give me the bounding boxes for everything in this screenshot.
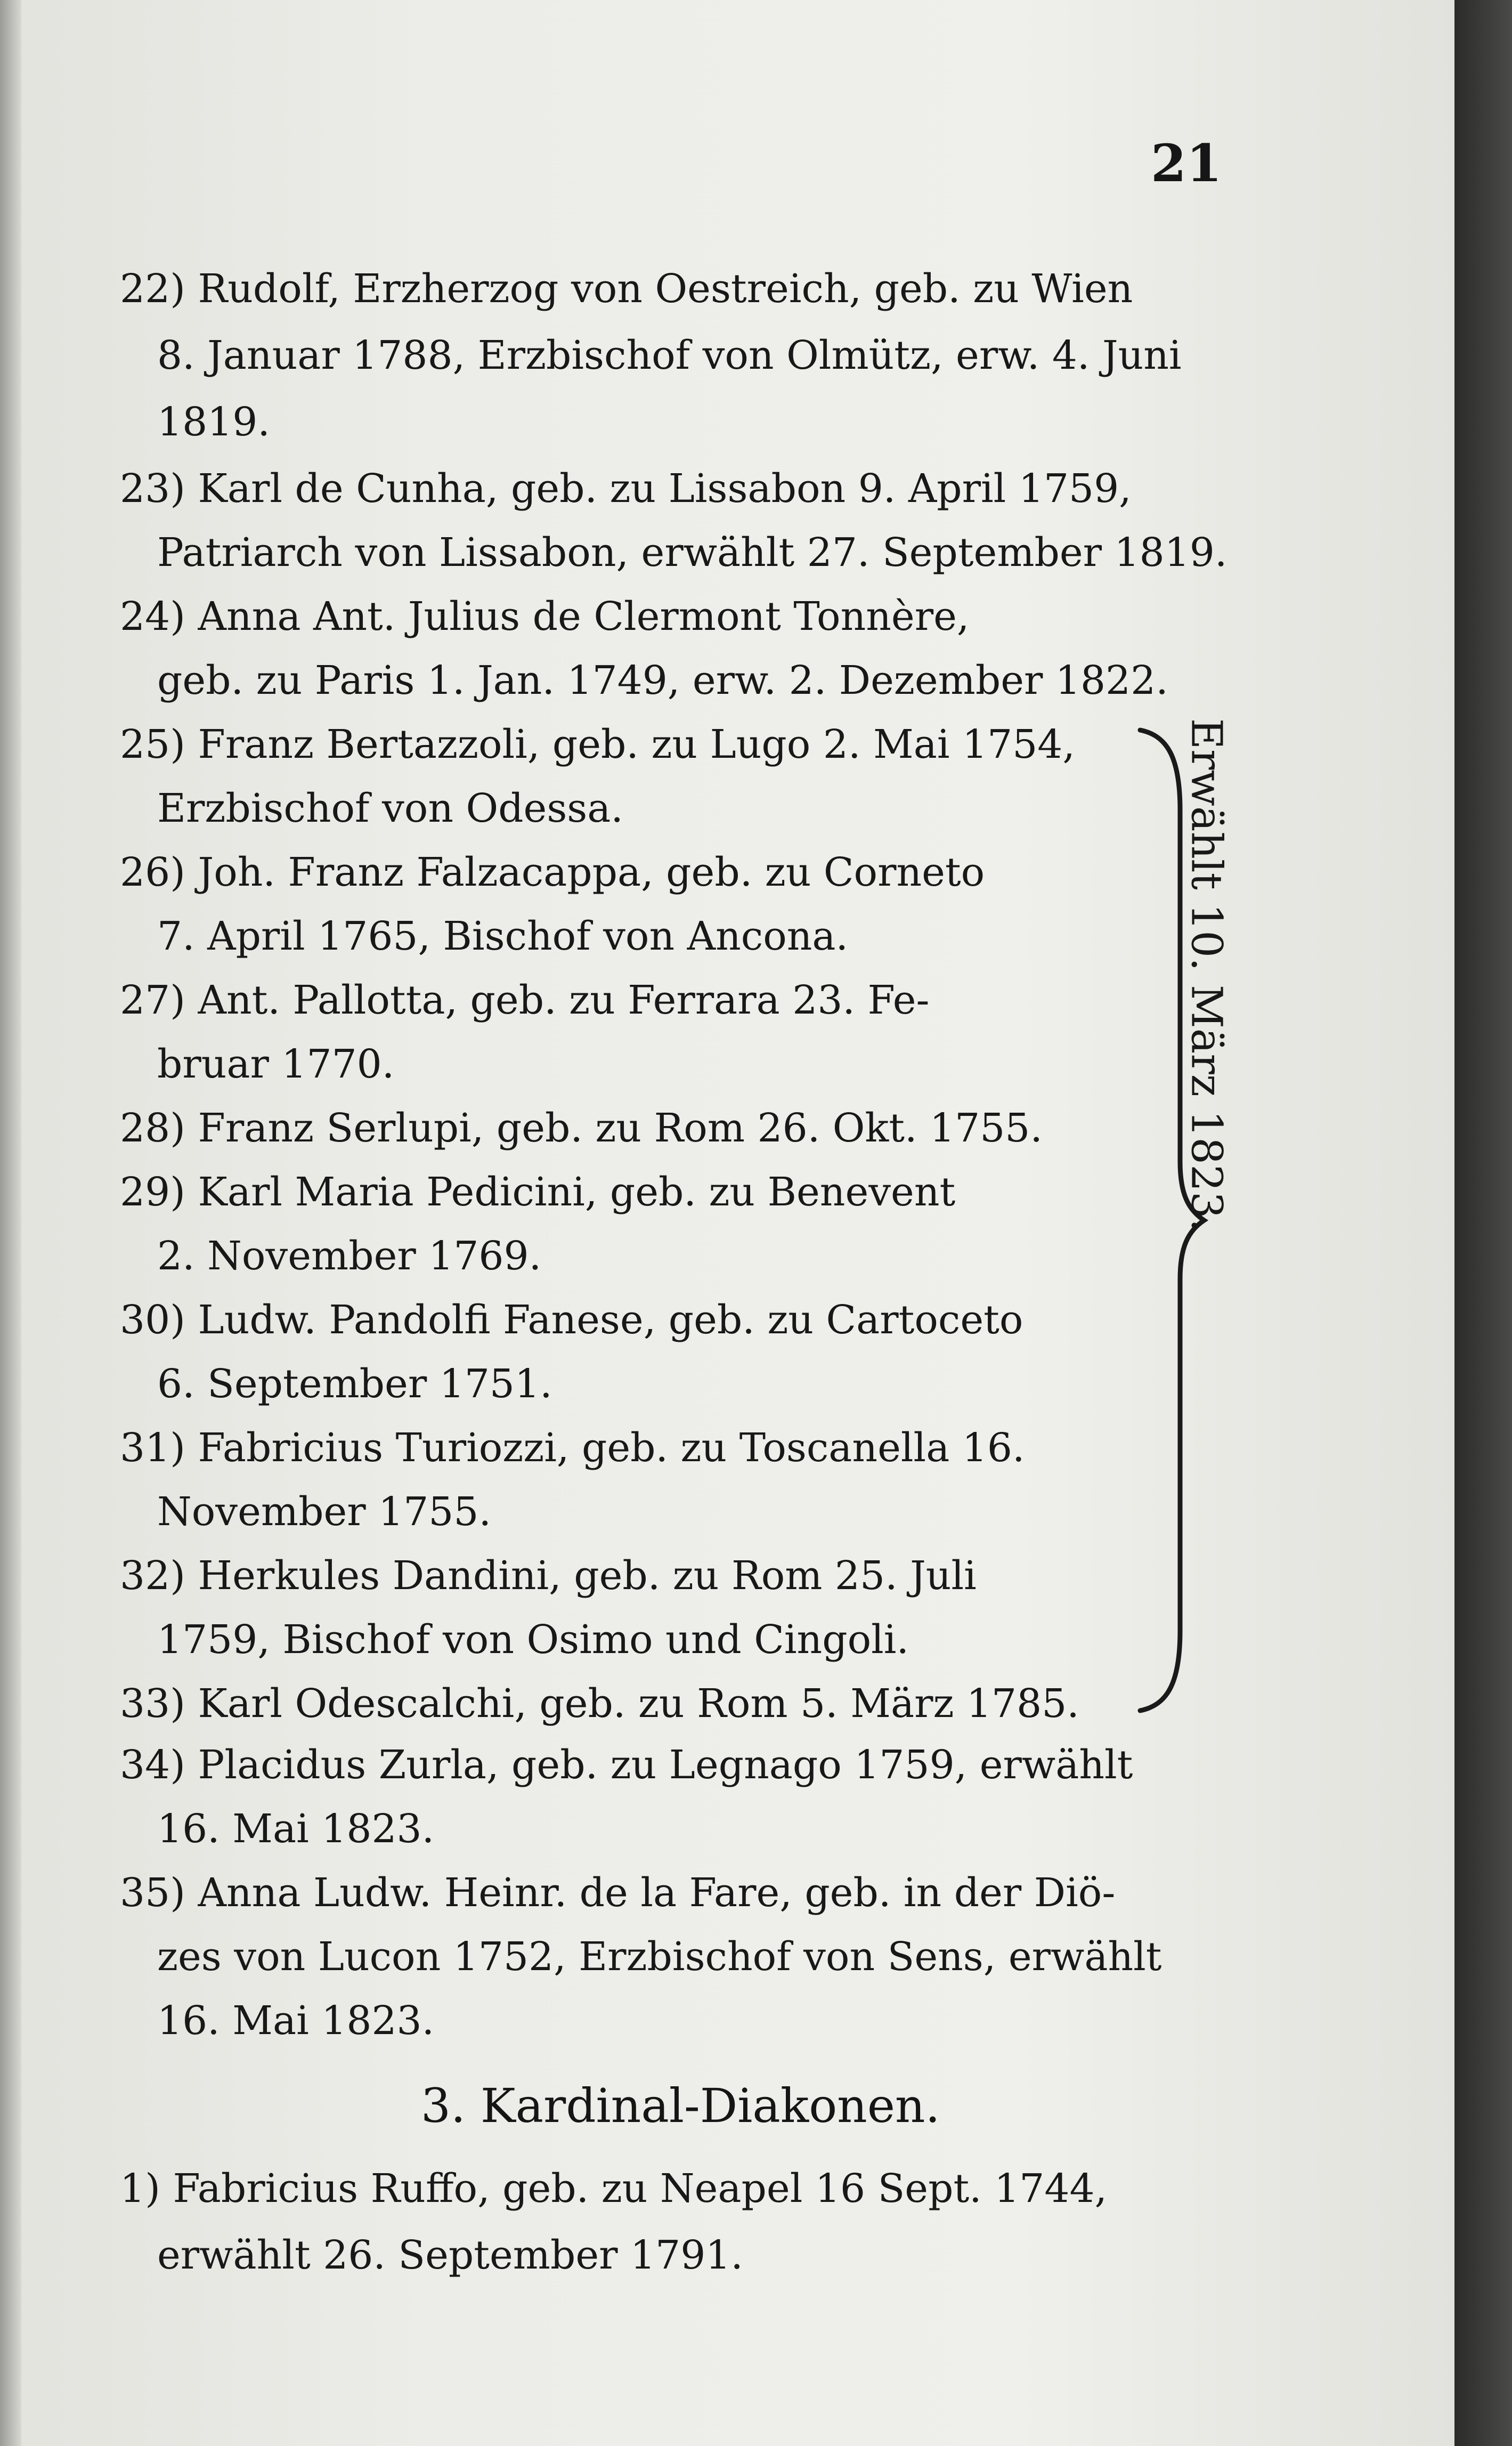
book-edge xyxy=(1454,0,1512,2446)
entry-30-line-1: 30) Ludw. Pandolfi Fanese, geb. zu Cartoceto xyxy=(120,1297,1023,1343)
entry-24-line-2: geb. zu Paris 1. Jan. 1749, erw. 2. Dezember 1822. xyxy=(157,658,1168,703)
entry-35-line-2: zes von Lucon 1752, Erzbischof von Sens, erwählt xyxy=(157,1934,1162,1980)
entry-28-line-1: 28) Franz Serlupi, geb. zu Rom 26. Okt. 1755. xyxy=(120,1105,1043,1151)
section-heading: 3. Kardinal-Diakonen. xyxy=(421,2078,940,2133)
entry-24-line-1: 24) Anna Ant. Julius de Clermont Tonnère, xyxy=(120,594,970,639)
entry-23-line-2: Patriarch von Lissabon, erwählt 27. September 1819. xyxy=(157,530,1228,576)
side-note-text: Erwählt 10. März 1823. xyxy=(1182,718,1232,1233)
deacon-entry-1-line-1: 1) Fabricius Ruffo, geb. zu Neapel 16 Sept. 1744, xyxy=(120,2166,1108,2212)
entry-32-line-1: 32) Herkules Dandini, geb. zu Rom 25. Juli xyxy=(120,1553,977,1599)
entry-34-line-1: 34) Placidus Zurla, geb. zu Legnago 1759, erwählt xyxy=(120,1742,1133,1788)
entry-22-line-3: 1819. xyxy=(157,399,270,445)
entry-26-line-1: 26) Joh. Franz Falzacappa, geb. zu Corneto xyxy=(120,849,985,895)
entry-23-line-1: 23) Karl de Cunha, geb. zu Lissabon 9. April 1759, xyxy=(120,466,1132,512)
page-number: 21 xyxy=(1151,133,1222,193)
entry-25-line-2: Erzbischof von Odessa. xyxy=(157,785,623,831)
entry-31-line-1: 31) Fabricius Turiozzi, geb. zu Toscanella 16. xyxy=(120,1425,1025,1471)
entry-22-line-2: 8. Januar 1788, Erzbischof von Olmütz, erw. 4. Juni xyxy=(157,333,1182,378)
entry-27-line-2: bruar 1770. xyxy=(157,1041,395,1087)
entry-30-line-2: 6. September 1751. xyxy=(157,1361,552,1407)
entry-27-line-1: 27) Ant. Pallotta, geb. zu Ferrara 23. Fe- xyxy=(120,977,930,1023)
entry-34-line-2: 16. Mai 1823. xyxy=(157,1806,435,1852)
entry-29-line-1: 29) Karl Maria Pedicini, geb. zu Benevent xyxy=(120,1169,956,1215)
deacon-entry-1-line-2: erwählt 26. September 1791. xyxy=(157,2232,743,2278)
entry-29-line-2: 2. November 1769. xyxy=(157,1233,542,1279)
entry-26-line-2: 7. April 1765, Bischof von Ancona. xyxy=(157,913,849,959)
entry-35-line-1: 35) Anna Ludw. Heinr. de la Fare, geb. in der Diö- xyxy=(120,1870,1116,1916)
entry-33-line-1: 33) Karl Odescalchi, geb. zu Rom 5. März 1785. xyxy=(120,1681,1079,1727)
entry-31-line-2: November 1755. xyxy=(157,1489,491,1535)
page-gutter xyxy=(0,0,21,2446)
entry-32-line-2: 1759, Bischof von Osimo und Cingoli. xyxy=(157,1617,909,1663)
entry-25-line-1: 25) Franz Bertazzoli, geb. zu Lugo 2. Mai 1754, xyxy=(120,722,1075,767)
entry-35-line-3: 16. Mai 1823. xyxy=(157,1998,435,2044)
entry-22-line-1: 22) Rudolf, Erzherzog von Oestreich, geb. zu Wien xyxy=(120,266,1133,312)
